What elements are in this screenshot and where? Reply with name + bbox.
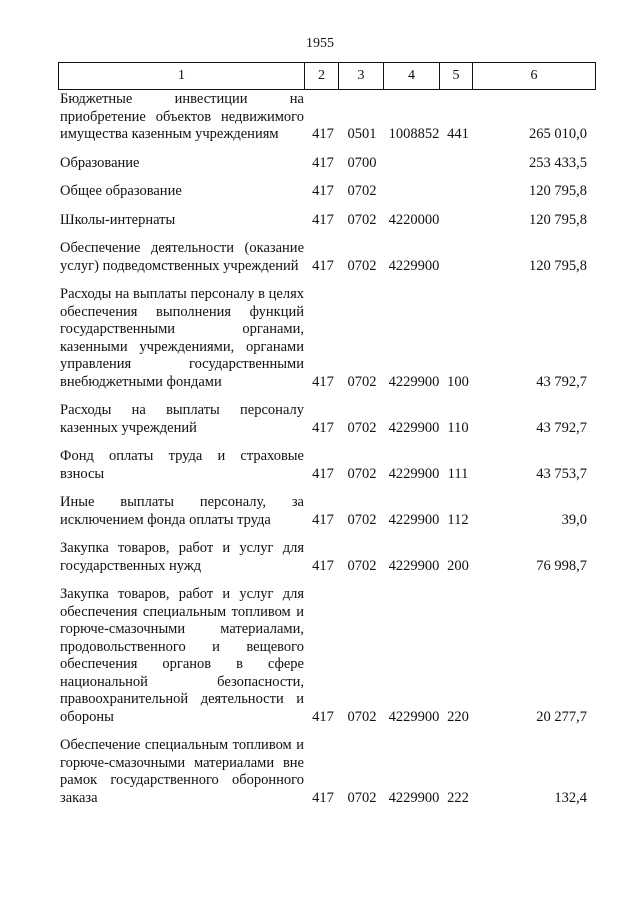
- row-description: Обеспечение специальным топливом и горюче-смазочными материалами вне рамок государственного оборонного заказа: [60, 737, 304, 806]
- expense-type-code: 200: [447, 557, 469, 574]
- table-row: [58, 540, 595, 575]
- row-description: Закупка товаров, работ и услуг для обеспечения специальным топливом и горюче-смазочными материалами, продовольственного и вещевого обеспечения органов в сфере национальной безопасности, правоохранительной деятельности и обороны: [60, 586, 304, 725]
- column-header-2: 2: [305, 63, 339, 90]
- amount: 120 795,8: [529, 183, 587, 199]
- section-code: 0702: [347, 419, 377, 436]
- amount: 120 795,8: [529, 211, 587, 228]
- section-code: 0501: [347, 126, 377, 142]
- row-description: Расходы на выплаты персоналу в целях обеспечения выполнения функций государственными органами, казенными учреждениями, органами управления государственными внебюджетными фондами: [60, 286, 304, 390]
- row-description: Иные выплаты персоналу, за исключением фонда оплаты труда: [60, 494, 304, 528]
- ministry-code: 417: [312, 183, 334, 199]
- amount: 43 792,7: [536, 419, 587, 436]
- page-number: 1955: [306, 36, 334, 51]
- row-codes: [58, 374, 595, 392]
- row-codes: [58, 790, 595, 808]
- ministry-code: 417: [312, 211, 334, 228]
- row-description: Обеспечение деятельности (оказание услуг) подведомственных учреждений: [60, 240, 304, 274]
- column-header-table: [58, 62, 596, 90]
- target-article-code: 4229900: [388, 419, 440, 436]
- ministry-code: 417: [312, 511, 334, 528]
- target-article-code: 4229900: [388, 789, 440, 806]
- target-article-code: 4220000: [388, 211, 440, 228]
- amount: 76 998,7: [536, 557, 587, 574]
- amount: 39,0: [561, 511, 587, 528]
- table-row: [58, 240, 595, 275]
- row-description: Образование: [60, 154, 140, 171]
- row-codes: [58, 420, 595, 438]
- column-header-5: 5: [440, 63, 473, 90]
- target-article-code: 4229900: [388, 511, 440, 528]
- budget-rows: [58, 91, 595, 818]
- target-article-code: 4229900: [388, 465, 440, 482]
- amount: 20 277,7: [536, 708, 587, 725]
- table-row: [58, 183, 595, 201]
- ministry-code: 417: [312, 465, 334, 482]
- column-header-4: 4: [384, 63, 440, 90]
- expense-type-code: 112: [447, 511, 469, 528]
- amount: 132,4: [554, 789, 587, 806]
- section-code: 0702: [347, 511, 377, 528]
- ministry-code: 417: [312, 708, 334, 725]
- row-codes: [58, 212, 595, 230]
- expense-type-code: 441: [447, 126, 469, 142]
- table-row: [58, 737, 595, 807]
- ministry-code: 417: [312, 557, 334, 574]
- row-codes: [58, 258, 595, 276]
- section-code: 0702: [347, 465, 377, 482]
- expense-type-code: 220: [447, 708, 469, 725]
- row-description: Бюджетные инвестиции на приобретение объектов недвижимого имущества казенным учреждениям: [60, 91, 304, 142]
- ministry-code: 417: [312, 257, 334, 274]
- section-code: 0700: [347, 154, 377, 171]
- table-row: [58, 402, 595, 437]
- expense-type-code: 100: [447, 373, 469, 390]
- section-code: 0702: [347, 708, 377, 725]
- row-description: Закупка товаров, работ и услуг для государственных нужд: [60, 540, 304, 574]
- row-description: Общее образование: [60, 183, 182, 199]
- table-row: [58, 286, 595, 391]
- expense-type-code: 111: [447, 465, 469, 482]
- column-header-6: 6: [473, 63, 596, 90]
- row-description: Школы-интернаты: [60, 211, 176, 228]
- table-row: [58, 586, 595, 726]
- table-row: [58, 212, 595, 230]
- section-code: 0702: [347, 211, 377, 228]
- row-codes: [58, 709, 595, 727]
- section-code: 0702: [347, 183, 377, 199]
- table-row: [58, 155, 595, 173]
- ministry-code: 417: [312, 789, 334, 806]
- target-article-code: 4229900: [388, 257, 440, 274]
- expense-type-code: 222: [447, 789, 469, 806]
- row-codes: [58, 466, 595, 484]
- expense-type-code: 110: [447, 419, 469, 436]
- ministry-code: 417: [312, 154, 334, 171]
- row-codes: [58, 183, 595, 201]
- section-code: 0702: [347, 373, 377, 390]
- amount: 265 010,0: [529, 126, 587, 142]
- target-article-code: 4229900: [388, 708, 440, 725]
- row-description: Расходы на выплаты персоналу казенных учреждений: [60, 402, 304, 436]
- column-header-row: [59, 63, 596, 90]
- table-row: [58, 91, 595, 144]
- row-codes: [58, 512, 595, 530]
- table-row: [58, 448, 595, 483]
- section-code: 0702: [347, 557, 377, 574]
- section-code: 0702: [347, 789, 377, 806]
- column-header-3: 3: [339, 63, 384, 90]
- ministry-code: 417: [312, 126, 334, 142]
- row-description: Фонд оплаты труда и страховые взносы: [60, 448, 304, 482]
- row-codes: [58, 558, 595, 576]
- target-article-code: 1008852: [388, 126, 440, 142]
- ministry-code: 417: [312, 373, 334, 390]
- table-row: [58, 494, 595, 529]
- amount: 253 433,5: [529, 154, 587, 171]
- amount: 120 795,8: [529, 257, 587, 274]
- amount: 43 792,7: [536, 373, 587, 390]
- amount: 43 753,7: [536, 465, 587, 482]
- target-article-code: 4229900: [388, 373, 440, 390]
- row-codes: [58, 126, 595, 144]
- ministry-code: 417: [312, 419, 334, 436]
- target-article-code: 4229900: [388, 557, 440, 574]
- section-code: 0702: [347, 257, 377, 274]
- row-codes: [58, 155, 595, 173]
- column-header-1: 1: [59, 63, 305, 90]
